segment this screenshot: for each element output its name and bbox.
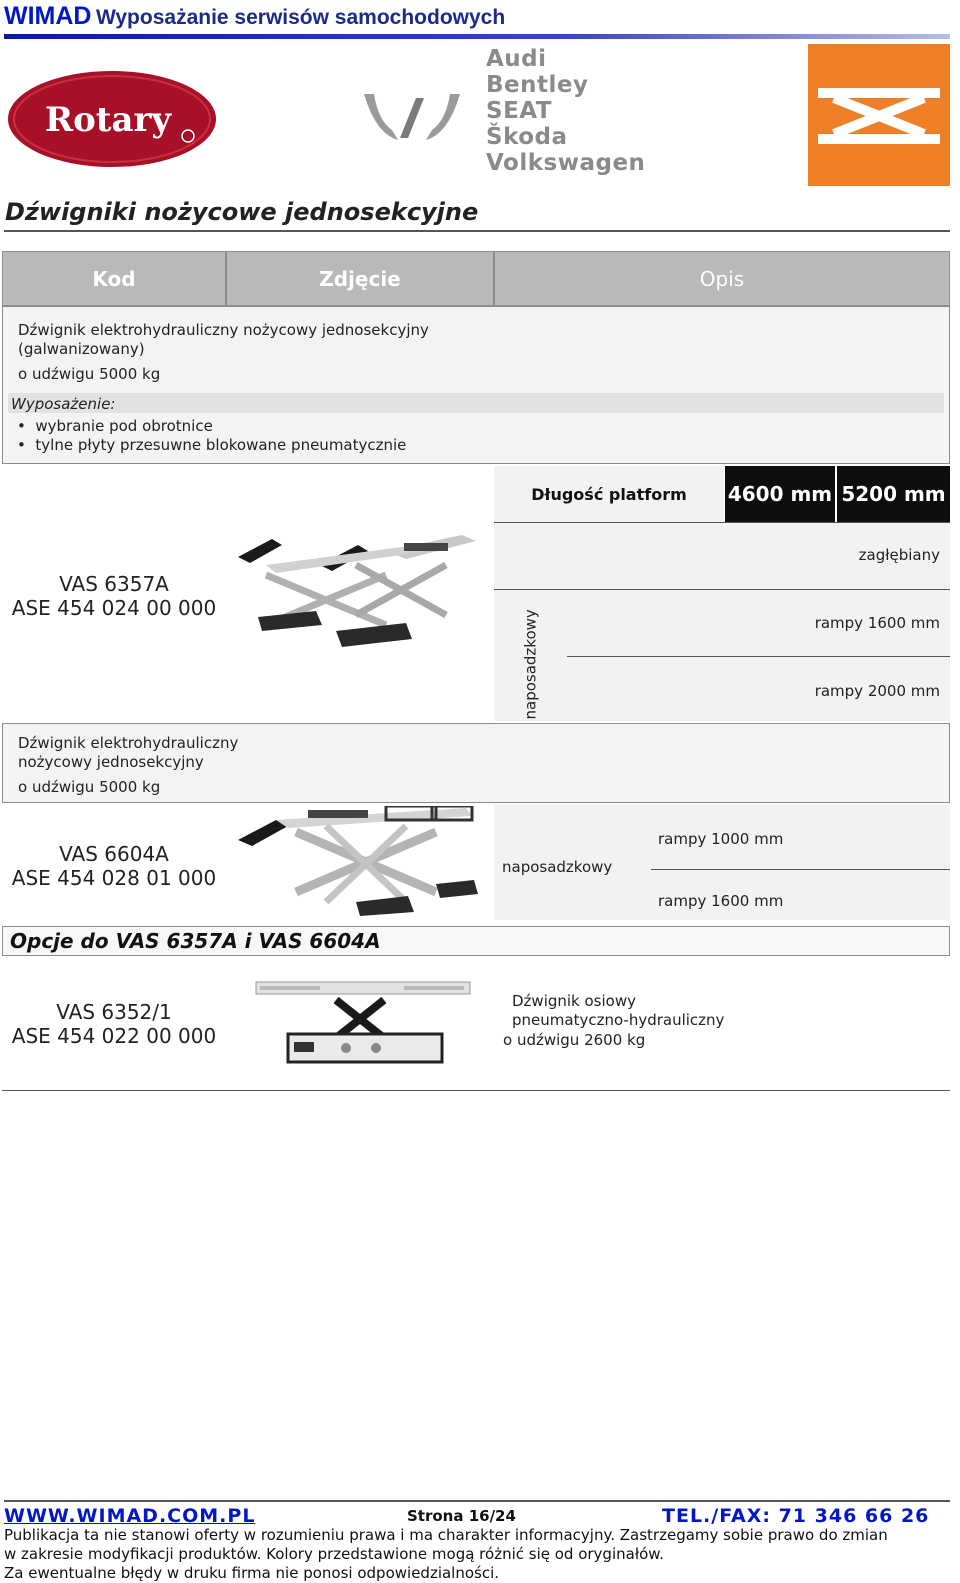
- brand-skoda: Škoda: [486, 124, 568, 150]
- brand-bentley: Bentley: [486, 72, 589, 98]
- vw-group-logo: [362, 90, 462, 144]
- option-rampy-1600: rampy 1600 mm: [814, 614, 940, 632]
- header-subtitle: Wyposażanie serwisów samochodowych: [95, 6, 506, 29]
- rotary-logo: [6, 68, 218, 170]
- product1-code-ase: ASE 454 024 00 000: [11, 596, 217, 620]
- product3-desc-line3: o udźwigu 2600 kg: [503, 1031, 646, 1049]
- footer-disclaimer-line: Publikacja ta nie stanowi oferty w rozumieniu prawa i ma charakter informacyjny. Zastrzegamy sobie prawo do zmian: [4, 1526, 888, 1544]
- column-header-opis: Opis: [494, 251, 950, 306]
- brand-seat: SEAT: [486, 98, 552, 124]
- product1-desc-line2: (galwanizowany): [18, 340, 145, 358]
- divider: [494, 589, 950, 590]
- brand-volkswagen: Volkswagen: [486, 150, 646, 176]
- axle-jack-photo: [254, 978, 476, 1076]
- option-zaglebiany: zagłębiany: [858, 546, 940, 564]
- product1-mount-vertical: naposadzkowy: [521, 609, 540, 720]
- scissor-lift-photo: [236, 806, 484, 918]
- product1-capacity: o udźwigu 5000 kg: [18, 365, 161, 383]
- column-header-zdjecie: Zdjęcie: [226, 251, 494, 306]
- equipment-label-bar: [8, 393, 944, 413]
- product1-description-box: [2, 306, 950, 464]
- footer-disclaimer-line: w zakresie modyfikacji produktów. Kolory przedstawione mogą różnić się od oryginałów.: [4, 1545, 664, 1563]
- divider: [567, 656, 950, 657]
- table-bottom-rule: [2, 1090, 950, 1091]
- product3-desc-line2: pneumatyczno-hydrauliczny: [512, 1011, 725, 1029]
- equipment-item: • wybranie pod obrotnice: [17, 417, 213, 435]
- product1-desc-line1: Dźwignik elektrohydrauliczny nożycowy jednosekcyjny: [18, 321, 429, 339]
- equipment-item: • tylne płyty przesuwne blokowane pneumatycznie: [17, 436, 407, 454]
- scissor-lift-photo: [236, 535, 484, 653]
- product2-description-box: [2, 723, 950, 803]
- column-header-kod: Kod: [2, 251, 226, 306]
- option-rampy-2000: rampy 2000 mm: [814, 682, 940, 700]
- footer-disclaimer-line: Za ewentualne błędy w druku firma nie ponosi odpowiedzialności.: [4, 1564, 500, 1582]
- section-rule: [4, 230, 950, 232]
- platform-size-5200: 5200 mm: [837, 466, 950, 522]
- options-title-box: [2, 926, 950, 956]
- product2-code-vas: VAS 6604A: [59, 842, 169, 866]
- brand-name: WIMAD: [4, 2, 92, 30]
- scissor-lift-icon: [808, 44, 950, 186]
- brand-list: [486, 46, 645, 176]
- product1-mount-cell: [498, 600, 578, 720]
- product2-mount: naposadzkowy: [502, 858, 613, 876]
- header-bar: [4, 34, 950, 39]
- product2-desc-line1: Dźwignik elektrohydrauliczny: [18, 734, 239, 752]
- brand-audi: Audi: [486, 46, 547, 72]
- product3-desc-line1: Dźwignik osiowy: [512, 992, 636, 1010]
- product2-capacity: o udźwigu 5000 kg: [18, 778, 161, 796]
- option-rampy-1600: rampy 1600 mm: [658, 892, 784, 910]
- product2-code-ase: ASE 454 028 01 000: [11, 866, 217, 890]
- footer-disclaimer: [4, 1526, 888, 1583]
- footer-phone: TEL./FAX: 71 346 66 26: [662, 1505, 930, 1527]
- footer-page-number: Strona 16/24: [407, 1507, 516, 1525]
- product2-desc-line2: nożycowy jednosekcyjny: [18, 753, 204, 771]
- platform-length-label: Długość platform: [494, 466, 724, 522]
- options-title: Opcje do VAS 6357A i VAS 6604A: [10, 929, 381, 953]
- equipment-label: Wyposażenie:: [11, 395, 116, 413]
- option-rampy-1000: rampy 1000 mm: [658, 830, 784, 848]
- product3-code-vas: VAS 6352/1: [56, 1000, 172, 1024]
- divider: [651, 869, 950, 870]
- page-header: [4, 2, 505, 31]
- product3-code-ase: ASE 454 022 00 000: [11, 1024, 217, 1048]
- rotary-logo-text: Rotary: [44, 100, 172, 140]
- section-title: Dźwigniki nożycowe jednosekcyjne: [5, 198, 479, 226]
- platform-size-4600: 4600 mm: [725, 466, 835, 522]
- product1-code-vas: VAS 6357A: [59, 572, 169, 596]
- footer-rule: [4, 1500, 950, 1502]
- footer-website-link[interactable]: WWW.WIMAD.COM.PL: [4, 1505, 256, 1527]
